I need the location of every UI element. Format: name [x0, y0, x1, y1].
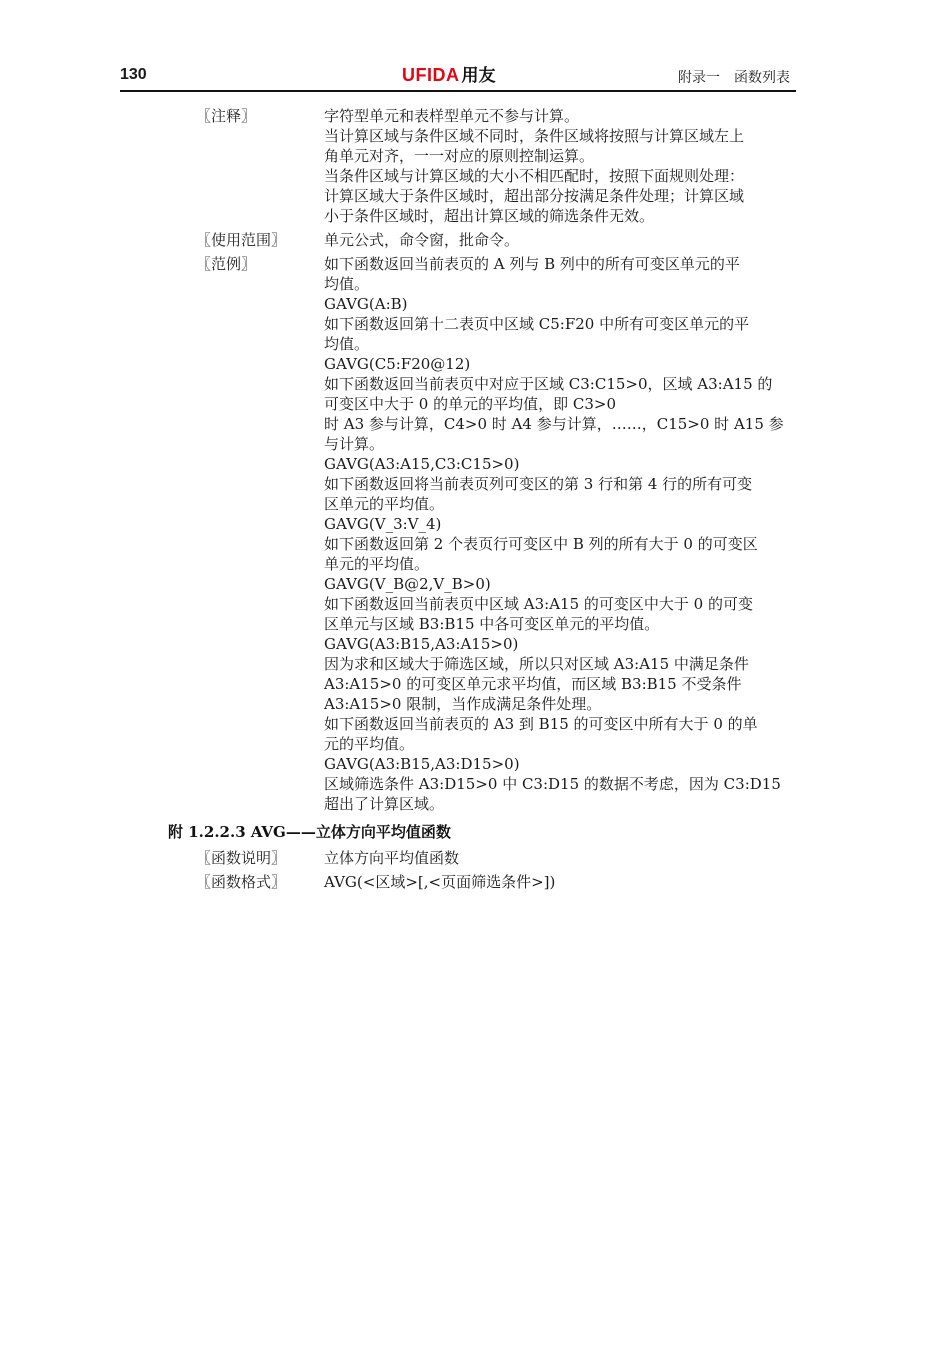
- text-line: 均值。: [324, 335, 370, 353]
- text-line: 计算区域大于条件区域时，超出部分按满足条件处理；计算区域: [324, 187, 745, 205]
- text-line: 立体方向平均值函数: [324, 849, 460, 867]
- text-line: 如下函数返回第 2 个表页行可变区中 B 列的所有大于 0 的可变区: [324, 535, 758, 553]
- examples-text: [324, 254, 794, 814]
- text-line: 单元的平均值。: [324, 555, 430, 573]
- formula-line: GAVG(A3:A15,C3:C15>0): [324, 455, 520, 473]
- formula-line: AVG(<区域>[,<页面筛选条件>]): [324, 873, 556, 891]
- logo-brand-text: UFIDA: [402, 65, 460, 85]
- section-heading: 附 1.2.2.3 AVG——立体方向平均值函数: [168, 823, 451, 841]
- text-line: 与计算。: [324, 435, 385, 453]
- formula-line: GAVG(A3:B15,A3:D15>0): [324, 755, 520, 773]
- formula-line: GAVG(V_B@2,V_B>0): [324, 575, 491, 593]
- function-format-block: [0, 872, 952, 892]
- text-line: 字符型单元和表样型单元不参与计算。: [324, 107, 580, 125]
- notes-text: [324, 106, 794, 226]
- function-description-block: [0, 848, 952, 868]
- text-line: 当计算区域与条件区域不同时，条件区域将按照与计算区域左上: [324, 127, 745, 145]
- formula-line: GAVG(A:B): [324, 295, 408, 313]
- usage-scope-label: 〖使用范围〗: [196, 231, 287, 249]
- examples-block: [0, 254, 952, 814]
- text-line: 如下函数返回将当前表页列可变区的第 3 行和第 4 行的所有可变: [324, 475, 753, 493]
- text-line: 元的平均值。: [324, 735, 415, 753]
- text-line: 如下函数返回当前表页中对应于区域 C3:C15>0，区域 A3:A15 的: [324, 375, 773, 393]
- text-line: 如下函数返回当前表页中区域 A3:A15 的可变区中大于 0 的可变: [324, 595, 753, 613]
- logo-chinese-text: 用友: [461, 66, 496, 85]
- page-number: 130: [120, 66, 147, 83]
- function-description-text: [324, 848, 794, 868]
- text-line: 区单元与区域 B3:B15 中各可变区单元的平均值。: [324, 615, 660, 633]
- function-description-label: 〖函数说明〗: [196, 849, 287, 867]
- usage-scope-block: [0, 230, 952, 250]
- text-line: 区单元的平均值。: [324, 495, 445, 513]
- formula-line: GAVG(V_3:V_4): [324, 515, 442, 533]
- text-line: 因为求和区域大于筛选区域，所以只对区域 A3:A15 中满足条件: [324, 655, 749, 673]
- text-line: 均值。: [324, 275, 370, 293]
- function-format-label: 〖函数格式〗: [196, 873, 287, 891]
- examples-label: 〖范例〗: [196, 255, 257, 273]
- page-header: [120, 60, 796, 92]
- page-content: [0, 106, 952, 895]
- text-line: 时 A3 参与计算，C4>0 时 A4 参与计算，……，C15>0 时 A15 参: [324, 415, 784, 433]
- text-line: 可变区中大于 0 的单元的平均值，即 C3>0: [324, 395, 616, 413]
- usage-scope-text: [324, 230, 794, 250]
- formula-line: GAVG(C5:F20@12): [324, 355, 471, 373]
- text-line: A3:A15>0 的可变区单元求平均值，而区域 B3:B15 不受条件: [324, 675, 742, 693]
- ufida-logo: [402, 61, 496, 86]
- text-line: 单元公式，命令窗，批命令。: [324, 231, 520, 249]
- text-line: A3:A15>0 限制，当作成满足条件处理。: [324, 695, 602, 713]
- text-line: 超出了计算区域。: [324, 795, 445, 813]
- text-line: 如下函数返回第十二表页中区域 C5:F20 中所有可变区单元的平: [324, 315, 750, 333]
- text-line: 小于条件区域时，超出计算区域的筛选条件无效。: [324, 207, 655, 225]
- formula-line: GAVG(A3:B15,A3:A15>0): [324, 635, 519, 653]
- text-line: 如下函数返回当前表页的 A 列与 B 列中的所有可变区单元的平: [324, 255, 740, 273]
- text-line: 区域筛选条件 A3:D15>0 中 C3:D15 的数据不考虑，因为 C3:D15: [324, 775, 781, 793]
- notes-block: [0, 106, 952, 226]
- running-title: 附录一 函数列表: [678, 70, 790, 86]
- notes-label: 〖注释〗: [196, 107, 257, 125]
- text-line: 如下函数返回当前表页的 A3 到 B15 的可变区中所有大于 0 的单: [324, 715, 758, 733]
- text-line: 角单元对齐，一一对应的原则控制运算。: [324, 147, 595, 165]
- function-format-text: [324, 872, 794, 892]
- text-line: 当条件区域与计算区域的大小不相匹配时，按照下面规则处理：: [324, 167, 745, 185]
